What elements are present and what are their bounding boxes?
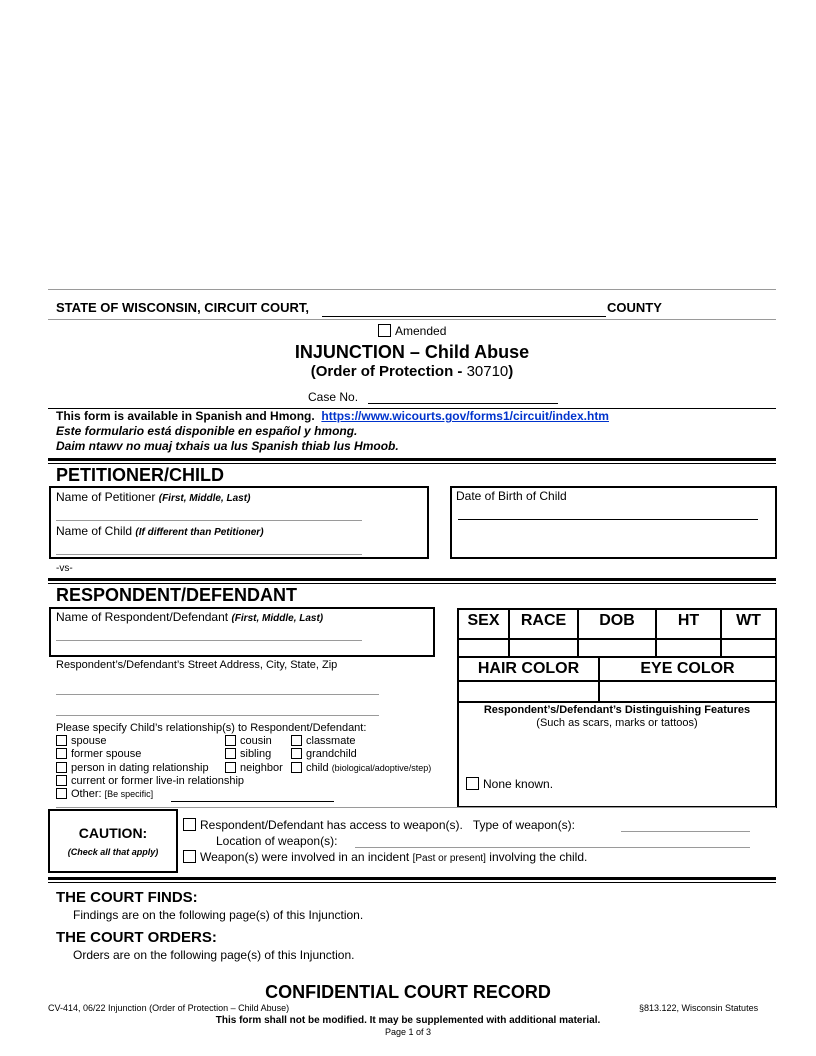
header-rule (48, 319, 776, 320)
availability-line1 (56, 409, 609, 423)
amended-checkbox[interactable] (378, 324, 391, 337)
eye-color-header: EYE COLOR (640, 660, 735, 677)
rel-sibling-label: sibling (240, 748, 272, 760)
case-no-label: Case No. (308, 390, 359, 404)
availability-spanish: Este formulario está disponible en español y hmong. (56, 424, 358, 438)
rel-other-field[interactable] (171, 801, 334, 802)
address-field[interactable] (56, 694, 379, 695)
petitioner-name-label (56, 490, 250, 504)
sex-header: SEX (467, 612, 500, 629)
weapon-type-field[interactable] (621, 831, 750, 832)
rel-live-in-checkbox[interactable] (56, 775, 67, 786)
respondent-name-field[interactable] (56, 640, 362, 641)
weapon-location-field[interactable] (355, 847, 750, 848)
child-name-label (56, 524, 264, 538)
form-id: CV-414, 06/22 Injunction (Order of Protection – Child Abuse) (48, 1003, 290, 1013)
amended-option[interactable] (378, 324, 446, 338)
rel-neighbor-checkbox[interactable] (225, 762, 236, 773)
findings-heading: THE COURT FINDS: (56, 889, 198, 906)
descriptor-row-line-2 (457, 656, 777, 658)
caution-box (48, 809, 178, 873)
subtitle-code: 30710 (466, 363, 509, 380)
rel-child-hint: (biological/adoptive/step) (331, 763, 432, 773)
petitioner-name-field[interactable] (56, 520, 362, 521)
rel-spouse-checkbox[interactable] (56, 735, 67, 746)
petitioner-heading: PETITIONER/CHILD (56, 465, 225, 485)
race-header: RACE (520, 612, 567, 629)
rel-classmate-checkbox[interactable] (291, 735, 302, 746)
caution-title: CAUTION: (78, 825, 148, 841)
respondent-heading: RESPONDENT/DEFENDANT (56, 585, 298, 605)
rel-spouse-label: spouse (71, 735, 107, 747)
weapons-involved-label: Weapon(s) were involved in an incident (200, 850, 410, 864)
descriptor-row-line-1 (457, 638, 777, 640)
rel-former-spouse[interactable] (56, 748, 141, 760)
hair-color-header: HAIR COLOR (477, 660, 580, 677)
page-number: Page 1 of 3 (384, 1027, 432, 1037)
petitioner-name-hint: (First, Middle, Last) (158, 493, 251, 504)
weapon-location-label: Location of weapon(s): (216, 834, 338, 848)
county-label: COUNTY (607, 300, 662, 315)
child-name-text: Name of Child (56, 524, 133, 538)
dob-field[interactable] (458, 519, 758, 520)
rel-child[interactable] (291, 762, 431, 774)
subtitle-prefix: (Order of Protection - (310, 363, 463, 380)
findings-text: Findings are on the following page(s) of this Injunction. (73, 908, 364, 922)
rel-sibling-checkbox[interactable] (225, 748, 236, 759)
rel-child-label: child (306, 762, 329, 774)
modification-notice: This form shall not be modified. It may be supplemented with additional material. (215, 1015, 601, 1026)
availability-text: This form is available in Spanish and Hmong. (56, 409, 315, 423)
rel-spouse[interactable] (56, 735, 106, 747)
availability-hmong: Daim ntawv no muaj txhais ua lus Spanish thiab lus Hmoob. (56, 439, 399, 453)
rel-neighbor[interactable] (225, 762, 283, 774)
address-field-2[interactable] (56, 715, 379, 716)
dob-label: Date of Birth of Child (456, 489, 567, 503)
amended-label: Amended (395, 324, 447, 338)
wt-header: WT (736, 612, 761, 629)
rel-cousin-label: cousin (240, 735, 272, 747)
statute-ref: §813.122, Wisconsin Statutes (639, 1003, 759, 1013)
section-rule-2b (48, 583, 776, 584)
weapons-access-label: Respondent/Defendant has access to weapon(s). (200, 818, 463, 832)
respondent-name-label (56, 610, 323, 624)
rel-grandchild-label: grandchild (306, 748, 357, 760)
county-field[interactable] (322, 316, 606, 317)
address-label: Respondent’s/Defendant’s Street Address, City, State, Zip (56, 659, 338, 671)
dob-header: DOB (599, 612, 635, 629)
rel-other-label: Other: (71, 788, 102, 800)
respondent-name-text: Name of Respondent/Defendant (56, 610, 229, 624)
section-rule-3 (48, 877, 776, 880)
confidential-label: CONFIDENTIAL COURT RECORD (265, 982, 551, 1002)
ht-header: HT (677, 612, 700, 629)
weapons-access-option[interactable] (183, 818, 575, 832)
rel-dating-checkbox[interactable] (56, 762, 67, 773)
weapon-type-label: Type of weapon(s): (472, 818, 575, 832)
section-rule-3b (48, 882, 776, 883)
rel-neighbor-label: neighbor (240, 762, 283, 774)
respondent-name-hint: (First, Middle, Last) (231, 613, 324, 624)
forms-link[interactable]: https://www.wicourts.gov/forms1/circuit/index.htm (321, 409, 609, 423)
subtitle-suffix: ) (508, 363, 514, 380)
caution-hint: (Check all that apply) (67, 847, 159, 857)
involving-label: involving the child. (489, 850, 588, 864)
child-name-hint: (If different than Petitioner) (135, 527, 264, 538)
rel-grandchild[interactable] (291, 748, 357, 760)
rel-classmate[interactable] (291, 735, 356, 747)
none-known-option[interactable] (466, 777, 553, 791)
none-known-checkbox[interactable] (466, 777, 479, 790)
features-hint: (Such as scars, marks or tattoos) (536, 717, 698, 729)
rel-sibling[interactable] (225, 748, 271, 760)
form-title: INJUNCTION – Child Abuse (294, 342, 530, 362)
vs-label: -vs- (56, 563, 73, 574)
rel-dating-label: person in dating relationship (71, 762, 209, 774)
child-name-field[interactable] (56, 554, 362, 555)
caution-top-rule (56, 807, 776, 808)
section-rule-1b (48, 463, 776, 464)
descriptor-row-line-3 (457, 680, 777, 682)
rel-other[interactable] (56, 788, 153, 800)
rel-former-spouse-checkbox[interactable] (56, 748, 67, 759)
rel-dating[interactable] (56, 762, 209, 774)
descriptor-row-line-4 (457, 701, 777, 703)
rel-former-spouse-label: former spouse (71, 748, 142, 760)
weapons-involved-option[interactable] (183, 850, 587, 864)
rel-live-in[interactable] (56, 775, 244, 787)
weapons-involved-checkbox[interactable] (183, 850, 196, 863)
weapons-access-checkbox[interactable] (183, 818, 196, 831)
form-subtitle (0, 363, 816, 380)
rel-cousin-checkbox[interactable] (225, 735, 236, 746)
rel-live-in-label: current or former live-in relationship (71, 775, 245, 787)
rel-classmate-label: classmate (306, 735, 356, 747)
relationship-intro: Please specify Child’s relationship(s) to Respondent/Defendant: (56, 722, 367, 734)
rel-cousin[interactable] (225, 735, 272, 747)
top-rule (48, 289, 776, 290)
section-rule-2 (48, 578, 776, 581)
rel-grandchild-checkbox[interactable] (291, 748, 302, 759)
orders-text: Orders are on the following page(s) of this Injunction. (73, 948, 355, 962)
features-title: Respondent’s/Defendant’s Distinguishing Features (483, 704, 751, 716)
section-rule-1 (48, 458, 776, 461)
past-present-hint: [Past or present] (412, 853, 486, 864)
none-known-label: None known. (483, 777, 554, 791)
orders-heading: THE COURT ORDERS: (56, 929, 217, 946)
case-no-field[interactable] (368, 403, 558, 404)
rel-child-checkbox[interactable] (291, 762, 302, 773)
state-court-label: STATE OF WISCONSIN, CIRCUIT COURT, (56, 300, 310, 315)
rel-other-hint: [Be specific] (104, 789, 154, 799)
petitioner-name-text: Name of Petitioner (56, 490, 156, 504)
rel-other-checkbox[interactable] (56, 788, 67, 799)
